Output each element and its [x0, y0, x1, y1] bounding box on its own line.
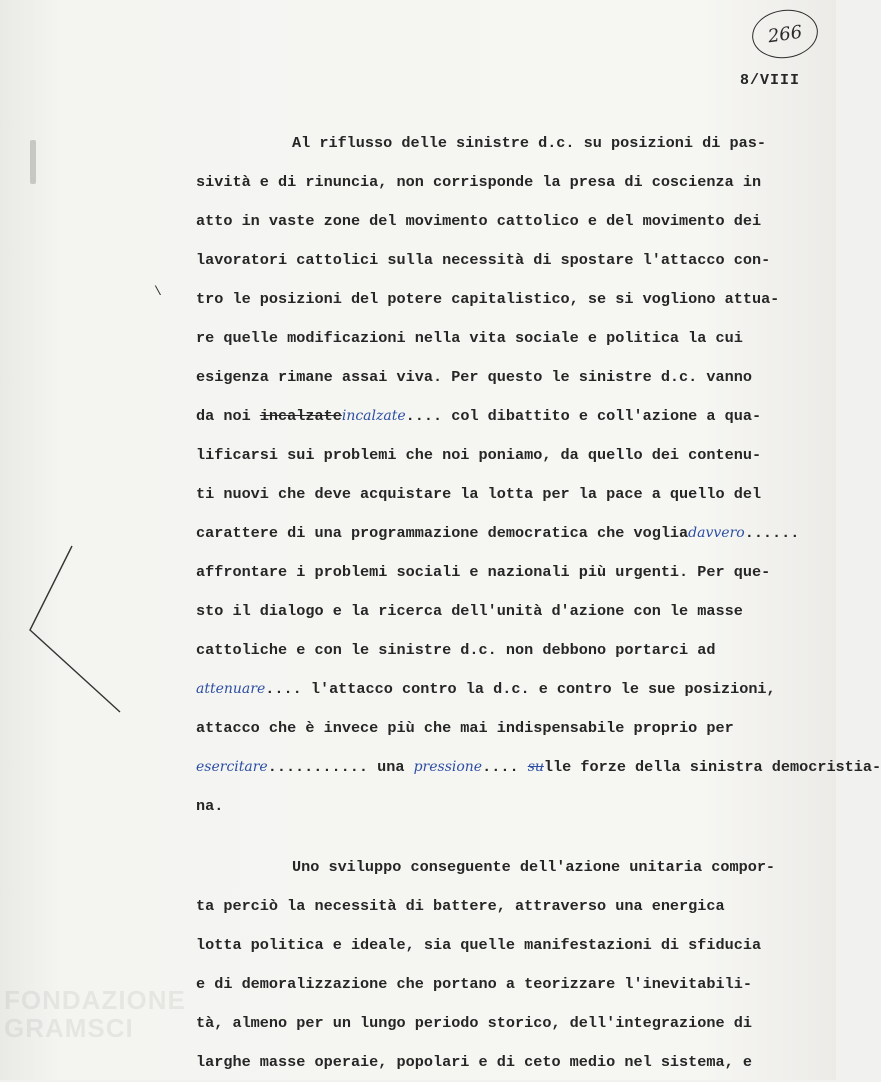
- handwritten-correction: attenuare: [196, 681, 266, 697]
- text-line: sività e di rinuncia, non corrisponde la presa di coscienza in: [196, 173, 762, 191]
- margin-note: \: [154, 284, 162, 299]
- text-line: na.: [196, 797, 224, 815]
- typed-text-body: [196, 124, 881, 1082]
- text-line: tro le posizioni del potere capitalistico, se si vogliono attua-: [196, 290, 780, 308]
- text-line: lotta politica e ideale, sia quelle manifestazioni di sfiducia: [196, 936, 762, 954]
- text-line: re quelle modificazioni nella vita sociale e politica la cui: [196, 329, 743, 347]
- text-line: lificarsi sui problemi che noi poniamo, da quello dei contenu-: [196, 446, 762, 464]
- handwritten-correction: incalzate: [341, 408, 406, 424]
- ink-smudge: [30, 140, 36, 184]
- text-line: larghe masse operaie, popolari e di ceto medio nel sistema, e: [196, 1053, 752, 1071]
- page-reference: 8/VIII: [740, 72, 801, 89]
- text-line: attenuare.... l'attacco contro la d.c. e contro le sue posizioni,: [196, 680, 776, 698]
- text-line: da noi incalzateincalzate.... col dibattito e coll'azione a qua-: [196, 407, 762, 425]
- text-line: lavoratori cattolici sulla necessità di spostare l'attacco con-: [196, 251, 771, 269]
- struck-word: su: [527, 759, 544, 775]
- handwritten-correction: pressione: [413, 759, 483, 775]
- text-line: esigenza rimane assai viva. Per questo le sinistre d.c. vanno: [196, 368, 752, 386]
- text-line: attacco che è invece più che mai indispensabile proprio per: [196, 719, 734, 737]
- margin-bracket-mark: [28, 540, 128, 720]
- text-line: esercitare........... una pressione.... sulle forze della sinistra democristia-: [196, 758, 881, 776]
- struck-word: incalzate: [259, 407, 342, 425]
- text-line: cattoliche e con le sinistre d.c. non debbono portarci ad: [196, 641, 716, 659]
- text-line: carattere di una programmazione democratica che vogliadavvero......: [196, 524, 800, 542]
- handwritten-correction: davvero: [688, 525, 745, 541]
- text-line: tà, almeno per un lungo periodo storico, dell'integrazione di: [196, 1014, 752, 1032]
- archive-stamp: 266: [749, 6, 821, 63]
- text-line: affrontare i problemi sociali e nazionali più urgenti. Per que-: [196, 563, 771, 581]
- text-line: ti nuovi che deve acquistare la lotta per la pace a quello del: [196, 485, 762, 503]
- text-line: sto il dialogo e la ricerca dell'unità d'azione con le masse: [196, 602, 743, 620]
- handwritten-correction: esercitare: [196, 759, 268, 775]
- text-line: Uno sviluppo conseguente dell'azione unitaria compor-: [292, 858, 776, 876]
- text-line: Al riflusso delle sinistre d.c. su posizioni di pas-: [292, 134, 766, 152]
- text-line: atto in vaste zone del movimento cattolico e del movimento dei: [196, 212, 762, 230]
- archive-watermark: FONDAZIONE GRAMSCI: [4, 985, 186, 1043]
- text-line: ta perciò la necessità di battere, attraverso una energica: [196, 897, 725, 915]
- text-line: e di demoralizzazione che portano a teorizzare l'inevitabili-: [196, 975, 752, 993]
